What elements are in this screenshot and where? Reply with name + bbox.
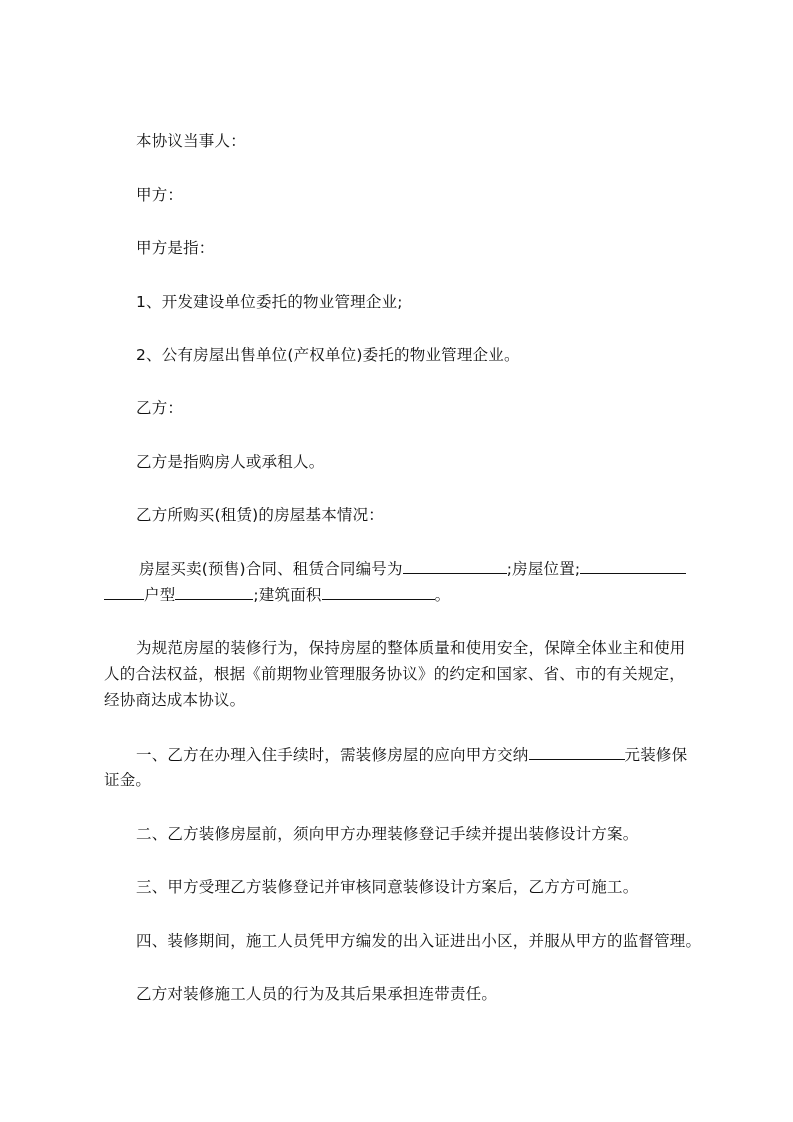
clause-1-text-end: 元装修保 — [624, 746, 688, 764]
clause-4: 四、装修期间，施工人员凭甲方编发的出入证进出小区，并服从甲方的监督管理。 — [136, 932, 702, 950]
paragraph-party-a-definition: 甲方是指： — [136, 239, 215, 257]
clause-1-line-1 — [136, 744, 687, 765]
house-type-blank — [175, 584, 253, 600]
paragraph-house-info-heading: 乙方所购买(租赁)的房屋基本情况： — [136, 506, 384, 524]
clause-1-line-2: 证金。 — [104, 771, 152, 789]
house-info-line-2 — [104, 584, 450, 605]
clause-1-text: 一、乙方在办理入住手续时，需装修房屋的应向甲方交纳 — [136, 746, 529, 764]
paragraph-party-b-definition: 乙方是指购房人或承租人。 — [136, 453, 325, 471]
contract-number-label: 房屋买卖(预售)合同、租赁合同编号为 — [139, 560, 403, 578]
house-type-label: 户型 — [144, 586, 176, 604]
house-info-end: 。 — [434, 586, 451, 604]
paragraph-party-a-item-1: 1、开发建设单位委托的物业管理企业; — [136, 293, 403, 311]
clause-3: 三、甲方受理乙方装修登记并审核同意装修设计方案后，乙方方可施工。 — [136, 878, 639, 896]
clause-2: 二、乙方装修房屋前，须向甲方办理装修登记手续并提出装修设计方案。 — [136, 825, 639, 843]
purpose-line-3: 经协商达成本协议。 — [104, 691, 246, 709]
paragraph-party-a-item-2: 2、公有房屋出售单位(产权单位)委托的物业管理企业。 — [136, 346, 520, 364]
paragraph-party-b: 乙方： — [136, 399, 184, 417]
location-blank — [580, 558, 686, 574]
house-info-line-1 — [139, 558, 686, 579]
contract-number-blank — [403, 558, 507, 574]
paragraph-party-a: 甲方： — [136, 186, 184, 204]
area-separator: ;建筑面积 — [253, 586, 322, 604]
paragraph-parties: 本协议当事人： — [136, 132, 246, 150]
clause-4-liability: 乙方对装修施工人员的行为及其后果承担连带责任。 — [136, 985, 498, 1003]
purpose-line-1: 为规范房屋的装修行为，保持房屋的整体质量和使用安全，保障全体业主和使用 — [136, 639, 686, 657]
area-blank — [322, 584, 435, 600]
purpose-line-2: 人的合法权益，根据《前期物业管理服务协议》的约定和国家、省、市的有关规定， — [104, 665, 685, 683]
location-blank-continued — [104, 584, 144, 600]
deposit-amount-blank — [529, 744, 625, 760]
location-separator: ;房屋位置; — [506, 560, 581, 578]
